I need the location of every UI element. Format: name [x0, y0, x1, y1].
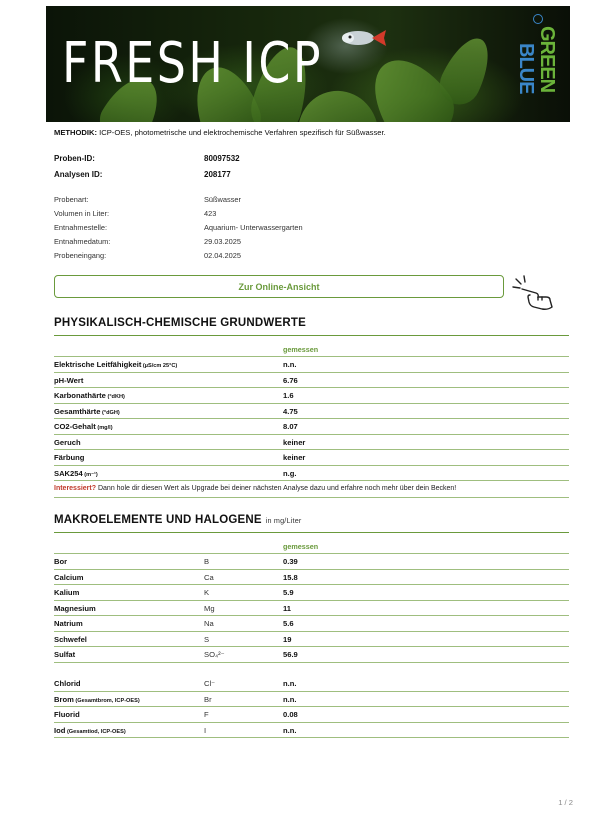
table-row: [54, 450, 569, 466]
param-value: n.n.: [283, 360, 297, 369]
section-macroelements-title: [54, 514, 302, 526]
section-divider: [54, 532, 569, 533]
table-row: [54, 601, 569, 617]
param-value: keiner: [283, 453, 306, 462]
param-value: 8.07: [283, 422, 298, 431]
element-value: 56.9: [283, 650, 298, 659]
logo-text-green: GREEN: [536, 26, 558, 93]
param-label: Geruch: [54, 437, 81, 447]
upgrade-note-text: Dann hole dir diesen Wert als Upgrade bei deiner nächsten Analyse dazu und erfahre noch mehr über dein Becken!: [96, 485, 457, 492]
receipt-date-value: 02.04.2025: [204, 251, 241, 260]
table-row: [54, 676, 569, 692]
sampling-date-label: Entnahmedatum:: [54, 237, 111, 246]
column-header-measured: gemessen: [283, 542, 319, 551]
element-value: n.n.: [283, 725, 297, 735]
column-header-measured: gemessen: [283, 345, 319, 354]
element-symbol: Na: [204, 619, 214, 628]
table-row: [54, 419, 569, 435]
sample-type-label: Probenart:: [54, 195, 89, 204]
method-line: [54, 128, 386, 137]
receipt-date-label: Probeneingang:: [54, 251, 107, 260]
element-symbol: Ca: [204, 572, 214, 582]
param-unit: (°dKH): [105, 394, 125, 400]
sample-id-value: 80097532: [204, 154, 240, 163]
element-method-note: (Gesamtbrom, ICP-OES): [73, 697, 140, 704]
pointing-hand-icon: [512, 275, 558, 311]
element-label: Calcium: [54, 572, 84, 582]
sample-type-value: Süßwasser: [204, 195, 241, 204]
param-label: pH-Wert: [54, 375, 84, 385]
section-divider: [54, 335, 569, 336]
element-symbol: Cl⁻: [204, 679, 216, 688]
volume-label: Volumen in Liter:: [54, 209, 110, 218]
param-unit: (°dGH): [100, 409, 120, 416]
element-value: 0.39: [283, 557, 298, 566]
element-label: Brom: [54, 694, 74, 704]
element-label: Iod: [54, 725, 66, 735]
param-unit: (m⁻¹): [82, 471, 98, 478]
table-row: [54, 388, 569, 404]
analysis-id-value: 208177: [204, 170, 231, 179]
element-symbol: K: [204, 588, 210, 597]
row-divider: [54, 497, 569, 498]
element-symbol: SO₄²⁻: [204, 650, 225, 659]
element-label: Bor: [54, 557, 68, 566]
upgrade-note: [54, 485, 456, 492]
volume-value: 423: [204, 209, 217, 218]
table-row: [54, 554, 569, 570]
element-label: Sulfat: [54, 650, 76, 659]
sampling-date-value: 29.03.2025: [204, 237, 241, 246]
blue-green-logo: [512, 12, 562, 110]
param-label: Färbung: [54, 453, 85, 462]
table-row: [54, 373, 569, 389]
element-label: Kalium: [54, 588, 80, 597]
table-row: [54, 723, 569, 739]
element-label: Natrium: [54, 619, 83, 628]
method-text: ICP-OES, photometrische und elektrochemische Verfahren spezifisch für Süßwasser.: [97, 128, 386, 137]
fish-icon: [336, 26, 390, 50]
table-spacer: [54, 663, 569, 677]
table-row: [54, 570, 569, 586]
element-method-note: (Gesamtiod, ICP-OES): [65, 728, 126, 735]
table-row: [54, 616, 569, 632]
table-row: [54, 585, 569, 601]
param-label: SAK254: [54, 468, 83, 478]
online-view-button[interactable]: Zur Online-Ansicht: [54, 275, 504, 298]
element-value: 19: [283, 634, 292, 644]
element-value: n.n.: [283, 679, 297, 688]
logo-text-blue: BLUE: [515, 42, 537, 94]
element-value: n.n.: [283, 694, 297, 704]
sampling-point-label: Entnahmestelle:: [54, 223, 107, 232]
sampling-point-value: Aquarium- Unterwassergarten: [204, 223, 303, 232]
element-symbol: Br: [204, 694, 212, 704]
table-row: [54, 357, 569, 373]
table-row: [54, 466, 569, 482]
element-symbol: B: [204, 557, 210, 566]
param-value: 4.75: [283, 406, 298, 416]
table-row: [54, 692, 569, 708]
element-label: Schwefel: [54, 634, 87, 644]
bubble-icon: [533, 14, 543, 24]
report-title: FRESH ICP: [62, 31, 324, 96]
section-physical-chemical-title: PHYSIKALISCH-CHEMISCHE GRUNDWERTE: [54, 317, 306, 329]
element-value: 15.8: [283, 572, 298, 582]
param-unit: (µS/cm 25°C): [141, 363, 178, 369]
param-unit: (mg/l): [95, 425, 113, 431]
element-label: Chlorid: [54, 679, 81, 688]
element-label: Magnesium: [54, 603, 96, 613]
header-banner: [46, 6, 570, 122]
element-symbol: F: [204, 710, 209, 719]
element-symbol: S: [204, 634, 210, 644]
param-label: CO2-Gehalt: [54, 422, 96, 431]
table-row: [54, 647, 569, 663]
table-row: [54, 404, 569, 420]
table-row: [54, 632, 569, 648]
param-label: Gesamthärte: [54, 406, 101, 416]
section-macroelements-label: MAKROELEMENTE UND HALOGENE: [54, 514, 262, 526]
param-value: 1.6: [283, 391, 294, 400]
method-label: METHODIK:: [54, 128, 98, 137]
upgrade-note-highlight: Interessiert?: [54, 485, 97, 492]
element-value: 5.9: [283, 588, 294, 597]
sample-id-label: Proben-ID:: [54, 154, 95, 163]
element-symbol: Mg: [204, 603, 215, 613]
table-row: [54, 707, 569, 723]
table-row: [54, 435, 569, 451]
param-label: Elektrische Leitfähigkeit: [54, 360, 142, 369]
element-value: 0.08: [283, 710, 298, 719]
param-value: 6.76: [283, 375, 298, 385]
analysis-id-label: Analysen ID:: [54, 170, 103, 179]
element-value: 5.6: [283, 619, 294, 628]
param-value: keiner: [283, 437, 306, 447]
page-number: 1 / 2: [558, 798, 573, 807]
element-value: 11: [283, 603, 292, 613]
element-symbol: I: [204, 725, 207, 735]
element-label: Fluorid: [54, 710, 80, 719]
section-unit: in mg/Liter: [265, 516, 302, 525]
param-label: Karbonathärte: [54, 391, 106, 400]
param-value: n.g.: [283, 468, 297, 478]
